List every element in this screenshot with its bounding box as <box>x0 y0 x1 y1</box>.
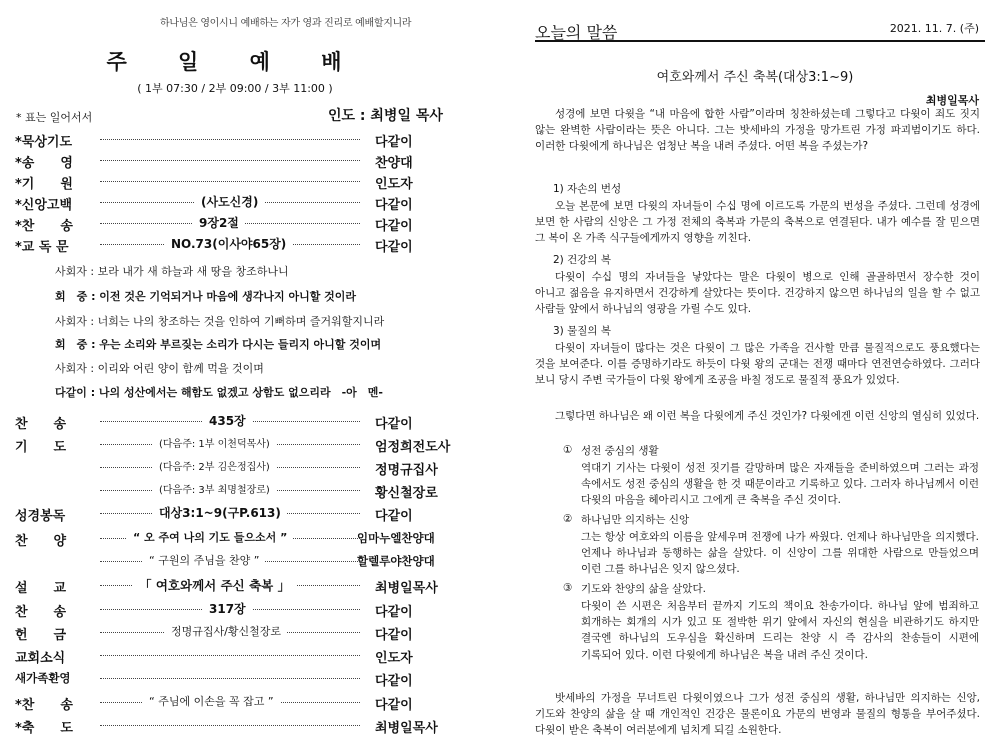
motto: 하나님은 영이시니 예배하는 자가 영과 진리로 예배할지니라 <box>160 18 412 29</box>
order-label: *신앙고백 <box>15 198 73 213</box>
point-heading: 1) 자손의 번성 <box>553 183 622 195</box>
order-responsible: 다같이 <box>375 605 413 620</box>
order-content: “ 주님에 이손을 꼭 잡고 ” <box>143 693 280 709</box>
order-label: 찬 양 <box>15 534 67 549</box>
order-responsible: 다같이 <box>375 219 413 234</box>
section-header: 오늘의 말씀 <box>535 23 618 42</box>
order-responsible: 다같이 <box>375 674 413 689</box>
order-content: 「 여호와께서 주신 축복 」 <box>133 576 296 594</box>
order-row <box>15 694 455 714</box>
order-responsible: 최병일목사 <box>375 581 438 596</box>
sermon-author: 최병일목사 <box>925 94 979 107</box>
order-label: 설 교 <box>15 581 67 596</box>
order-label: *묵상기도 <box>15 135 73 150</box>
point-number: ② <box>563 513 573 525</box>
order-responsible: 다같이 <box>375 198 413 213</box>
responsive-line: 사회자 : 이리와 어린 양이 함께 먹을 것이며 <box>55 362 264 375</box>
order-responsible: 인도자 <box>375 651 413 666</box>
intro-paragraph: 성경에 보면 다윗을 “내 마음에 합한 사람”이라며 칭찬하셨는데 그렇다고 다윗이 죄도 짓지 않는 완벽한 사람이라는 뜻은 아니다. 그는 밧세바의 가정을 망가트린 가정 파괴범이기도 하다. 이러한 다윗에게 하나님은 엄청난 복을 내려 주셨다. 어떤 복을 주셨는가? <box>535 108 980 153</box>
conclusion-paragraph: 밧세바의 가정을 무너트린 다윗이였으나 그가 성전 중심의 생활, 하나님만 의지하는 신앙, 기도와 찬양의 삶을 살 때 개인적인 건강은 물론이요 가문의 번영과 물질의 형통을 부어주셨다. 다윗이 받은 축복이 여러분에게 넘치게 되길 소원한다. <box>535 692 980 737</box>
order-row <box>15 577 455 597</box>
order-row <box>15 601 455 621</box>
order-label: *찬 송 <box>15 698 73 713</box>
order-label: *교 독 문 <box>15 240 69 255</box>
order-responsible: 다같이 <box>375 698 413 713</box>
date: 2021. 11. 7. (주) <box>889 22 979 35</box>
order-responsible: 다같이 <box>375 240 413 255</box>
order-row <box>15 131 455 151</box>
page-title: 주 일 예 배 <box>106 50 364 74</box>
order-row <box>15 459 455 479</box>
order-content: “ 오 주여 나의 기도 들으소서 ” <box>127 529 293 545</box>
order-label: 찬 송 <box>15 605 67 620</box>
order-responsible: 임마누엘찬양대 <box>357 531 435 545</box>
order-content: “ 구원의 주님을 찬양 ” <box>143 552 265 568</box>
order-content: 435장 <box>203 412 252 429</box>
order-content: 대상3:1~9(구P.613) <box>153 504 287 521</box>
dot-leader <box>100 678 360 679</box>
order-content: 317장 <box>203 600 252 617</box>
order-responsible: 정명규집사 <box>375 463 438 478</box>
order-content: 9장2절 <box>193 214 245 231</box>
order-label: *기 원 <box>15 177 73 192</box>
responsive-line: 다같이 : 나의 성산에서는 해함도 없겠고 상함도 없으리라 -아 멘- <box>55 386 383 399</box>
sermon-page <box>525 0 985 750</box>
body-paragraph: 다윗이 수십 명의 자녀들을 낳았다는 말은 다윗이 병으로 인해 골골하면서 장수한 것이 아니고 젊음을 유지하면서 건강하게 살았다는 뜻이다. 건강하지 않으면 하나님의 일을 할 수 없고 사람들 앞에서 하나님의 영광을 가릴 수도 있다. <box>535 271 980 316</box>
subpoint-body: 그는 항상 여호와의 이름을 앞세우며 전쟁에 나가 싸웠다. 언제나 하나님만을 의지했다. 언제나 하나님과 동행하는 삶을 살았다. 이 신앙이 그를 위대한 사람으로 만들었으며 이런 그를 하나님은 잊지 않으셨다. <box>581 531 979 576</box>
order-label: 헌 금 <box>15 628 67 643</box>
order-responsible: 다같이 <box>375 509 413 524</box>
subpoint-body: 역대기 기사는 다윗이 성전 짓기를 갈망하며 많은 자재들을 준비하였으며 그러는 과정 속에서도 성전 중심의 생활을 한 것 때문이라고 기록하고 있다. 그러자 하나님께서 이런 다윗의 마음을 헤아리시고 그에게 큰 축복을 주신 것이다. <box>581 462 979 507</box>
order-responsible: 다같이 <box>375 417 413 432</box>
order-content: (다음주: 1부 이천덕목사) <box>153 435 276 450</box>
body-paragraph: 오늘 본문에 보면 다윗의 자녀들이 수십 명에 이르도록 가문의 번성을 주셨다. 그런데 성경에 보면 한 사람의 신앙은 그 가정 전체의 축복과 가문의 축복으로 연결된다. 내가 예수를 잘 믿으면 그 복이 온 가족 식구들에게까지 영향을 끼친다. <box>535 200 980 245</box>
order-row <box>15 413 455 433</box>
order-row <box>15 152 455 172</box>
order-row <box>15 670 455 690</box>
subpoint-heading: 성전 중심의 생활 <box>581 445 659 457</box>
service-times: ( 1부 07:30 / 2부 09:00 / 3부 11:00 ) <box>137 82 333 95</box>
order-row <box>15 717 455 737</box>
order-row <box>15 215 455 235</box>
order-row <box>15 505 455 525</box>
body-paragraph: 그렇다면 하나님은 왜 이런 복을 다윗에게 주신 것인가? 다윗에겐 이런 신앙의 열심히 있었다. <box>555 410 980 422</box>
order-row <box>15 194 455 214</box>
subpoint-body: 다윗이 쓴 시편은 처음부터 끝까지 기도의 책이요 찬송가이다. 하나님 앞에 범죄하고 회개하는 회개의 시가 있고 또 절박한 위기 앞에서 자신의 현실을 비관하기도 하지만 결국엔 하나님의 도우심을 확신하며 드리는 찬양 시 즉 감사의 찬송들이 시편에 기록되어 있다. 이런 다윗에게 하나님은 복을 내려 주신 것이다. <box>581 600 979 661</box>
dot-leader <box>100 725 360 726</box>
order-label: 새가족환영 <box>15 671 71 685</box>
order-label: 교회소식 <box>15 651 66 666</box>
point-heading: 3) 물질의 복 <box>553 325 612 337</box>
responsive-line: 사회자 : 너희는 나의 창조하는 것을 인하여 기뻐하며 즐거워할지니라 <box>55 315 385 328</box>
responsive-line: 회 중 : 이전 것은 기억되거나 마음에 생각나지 아니할 것이라 <box>55 290 357 303</box>
header-rule <box>535 40 985 42</box>
dot-leader <box>100 655 360 656</box>
order-row <box>15 173 455 193</box>
point-heading: 2) 건강의 복 <box>553 254 612 266</box>
order-row <box>15 530 455 550</box>
dot-leader <box>100 181 360 182</box>
dot-leader <box>100 139 360 140</box>
order-responsible: 인도자 <box>375 177 413 192</box>
subpoint-heading: 기도와 찬양의 삶을 살았다. <box>581 583 706 595</box>
order-responsible: 할렐루야찬양대 <box>357 554 435 568</box>
responsive-line: 사회자 : 보라 내가 새 하늘과 새 땅을 창조하나니 <box>55 265 289 278</box>
order-responsible: 다같이 <box>375 135 413 150</box>
order-label: *축 도 <box>15 721 73 736</box>
order-content: (사도신경) <box>195 193 264 210</box>
worship-order-page <box>0 0 470 750</box>
order-row <box>15 553 455 573</box>
order-label: *찬 송 <box>15 219 73 234</box>
body-paragraph: 다윗이 자녀들이 많다는 것은 다윗이 그 많은 가족을 건사할 만큼 물질적으로도 풍요했다는 것을 보여준다. 이를 증명하기라도 하듯이 다윗 왕의 군대는 전쟁 때마다 연전연승하였다. 그러다 보니 당시 주변 국가들이 다윗 왕에게 조공을 바칠 정도로 물질적 풍요가 있었다. <box>535 342 980 387</box>
dot-leader <box>100 160 360 161</box>
order-responsible: 최병일목사 <box>375 721 438 736</box>
order-responsible: 엄정희전도사 <box>375 440 451 455</box>
point-number: ① <box>563 444 573 456</box>
order-row <box>15 236 455 256</box>
order-content: NO.73(이사야65장) <box>165 235 292 252</box>
order-label: 성경봉독 <box>15 509 66 524</box>
order-responsible: 찬양대 <box>375 156 413 171</box>
order-content: (다음주: 3부 최명철장로) <box>153 481 276 496</box>
order-responsible: 황신철장로 <box>375 486 438 501</box>
responsive-line: 회 중 : 우는 소리와 부르짖는 소리가 다시는 들리지 아니할 것이며 <box>55 338 382 351</box>
sermon-title: 여호와께서 주신 축복(대상3:1~9) <box>656 70 854 85</box>
subpoint-heading: 하나님만 의지하는 신앙 <box>581 514 690 526</box>
order-label: 기 도 <box>15 440 67 455</box>
order-content: (다음주: 2부 김은정집사) <box>153 458 276 473</box>
order-label: *송 영 <box>15 156 73 171</box>
order-row <box>15 647 455 667</box>
order-row <box>15 436 455 456</box>
order-responsible: 다같이 <box>375 628 413 643</box>
order-row <box>15 482 455 502</box>
stand-note: * 표는 일어서서 <box>16 111 93 124</box>
order-label: 찬 송 <box>15 417 67 432</box>
leader: 인도 : 최병일 목사 <box>328 108 443 124</box>
order-content: 정명규집사/황신철장로 <box>165 623 287 639</box>
order-row <box>15 624 455 644</box>
point-number: ③ <box>563 582 573 594</box>
